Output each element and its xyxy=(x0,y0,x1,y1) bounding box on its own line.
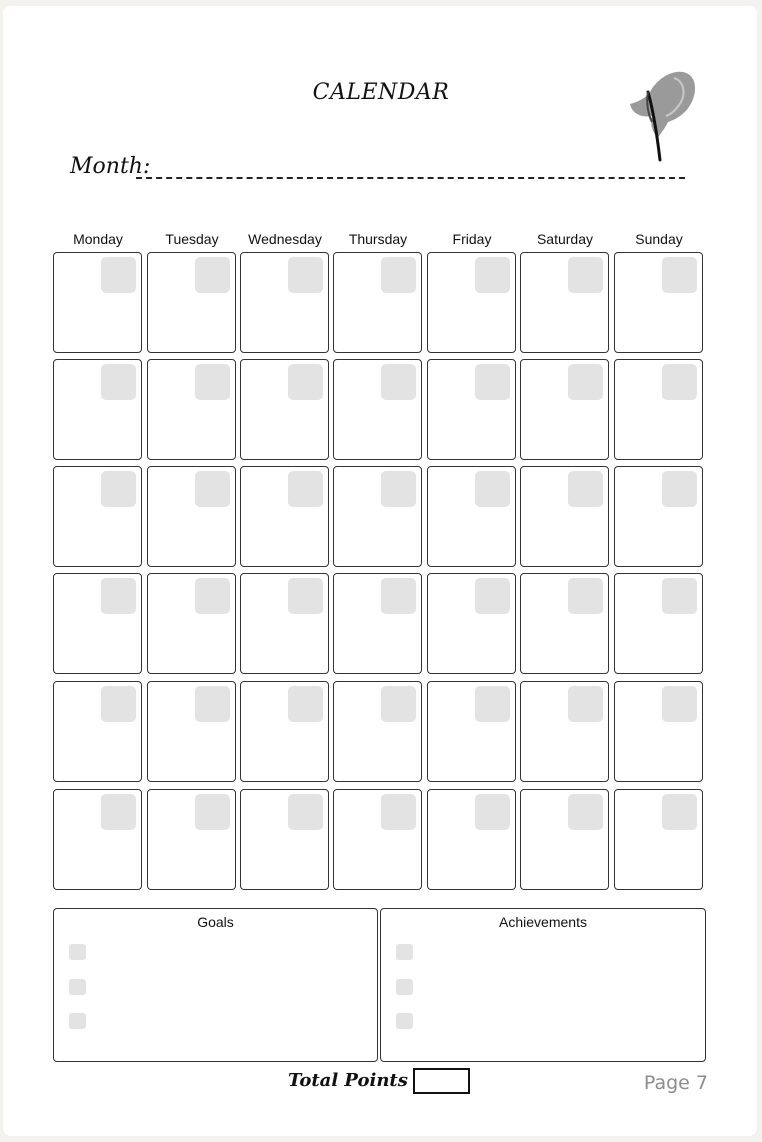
date-number-box[interactable] xyxy=(288,578,323,614)
date-number-box[interactable] xyxy=(101,794,136,830)
date-number-box[interactable] xyxy=(662,364,697,400)
month-label: Month: xyxy=(70,154,151,179)
day-cell[interactable] xyxy=(427,789,516,890)
day-cell[interactable] xyxy=(427,466,516,567)
date-number-box[interactable] xyxy=(381,257,416,293)
day-cell[interactable] xyxy=(333,681,422,782)
date-number-box[interactable] xyxy=(381,364,416,400)
total-points-box[interactable] xyxy=(413,1068,470,1094)
weekday-monday: Monday xyxy=(73,231,123,247)
weekday-friday: Friday xyxy=(452,231,492,247)
day-cell[interactable] xyxy=(240,359,329,460)
weekday-tuesday: Tuesday xyxy=(165,231,219,247)
day-cell[interactable] xyxy=(427,252,516,353)
achievement-checkbox[interactable] xyxy=(396,979,413,995)
goals-box xyxy=(53,908,378,1062)
date-number-box[interactable] xyxy=(101,686,136,722)
day-cell[interactable] xyxy=(333,359,422,460)
day-cell[interactable] xyxy=(240,573,329,674)
day-cell[interactable] xyxy=(427,573,516,674)
date-number-box[interactable] xyxy=(475,471,510,507)
date-number-box[interactable] xyxy=(568,471,603,507)
day-cell[interactable] xyxy=(520,681,609,782)
day-cell[interactable] xyxy=(240,681,329,782)
day-cell[interactable] xyxy=(333,789,422,890)
date-number-box[interactable] xyxy=(568,364,603,400)
goal-checkbox[interactable] xyxy=(69,944,86,960)
date-number-box[interactable] xyxy=(288,686,323,722)
day-cell[interactable] xyxy=(520,359,609,460)
day-cell[interactable] xyxy=(53,252,142,353)
day-cell[interactable] xyxy=(427,681,516,782)
date-number-box[interactable] xyxy=(568,686,603,722)
day-cell[interactable] xyxy=(520,252,609,353)
date-number-box[interactable] xyxy=(475,686,510,722)
date-number-box[interactable] xyxy=(101,578,136,614)
date-number-box[interactable] xyxy=(101,471,136,507)
day-cell[interactable] xyxy=(147,466,236,567)
page-number: Page 7 xyxy=(643,1072,708,1094)
day-cell[interactable] xyxy=(53,681,142,782)
day-cell[interactable] xyxy=(147,681,236,782)
month-field[interactable] xyxy=(70,150,685,186)
date-number-box[interactable] xyxy=(662,257,697,293)
day-cell[interactable] xyxy=(614,466,703,567)
day-cell[interactable] xyxy=(53,359,142,460)
date-number-box[interactable] xyxy=(662,794,697,830)
day-cell[interactable] xyxy=(520,466,609,567)
date-number-box[interactable] xyxy=(475,578,510,614)
day-cell[interactable] xyxy=(614,789,703,890)
date-number-box[interactable] xyxy=(288,794,323,830)
date-number-box[interactable] xyxy=(195,578,230,614)
day-cell[interactable] xyxy=(240,252,329,353)
date-number-box[interactable] xyxy=(662,471,697,507)
date-number-box[interactable] xyxy=(568,257,603,293)
day-cell[interactable] xyxy=(614,573,703,674)
month-write-line[interactable] xyxy=(136,177,685,179)
date-number-box[interactable] xyxy=(288,364,323,400)
weekday-sunday: Sunday xyxy=(635,231,683,247)
date-number-box[interactable] xyxy=(662,578,697,614)
day-cell[interactable] xyxy=(147,789,236,890)
day-cell[interactable] xyxy=(240,789,329,890)
date-number-box[interactable] xyxy=(381,794,416,830)
achievements-box xyxy=(380,908,706,1062)
total-points-label: Total Points xyxy=(288,1070,408,1091)
date-number-box[interactable] xyxy=(195,471,230,507)
achievements-heading: Achievements xyxy=(499,914,587,930)
day-cell[interactable] xyxy=(53,573,142,674)
date-number-box[interactable] xyxy=(475,794,510,830)
date-number-box[interactable] xyxy=(381,578,416,614)
date-number-box[interactable] xyxy=(475,257,510,293)
date-number-box[interactable] xyxy=(381,471,416,507)
goal-checkbox[interactable] xyxy=(69,1013,86,1029)
day-cell[interactable] xyxy=(333,252,422,353)
day-cell[interactable] xyxy=(614,681,703,782)
day-cell[interactable] xyxy=(333,466,422,567)
day-cell[interactable] xyxy=(614,252,703,353)
day-cell[interactable] xyxy=(53,789,142,890)
date-number-box[interactable] xyxy=(381,686,416,722)
date-number-box[interactable] xyxy=(288,471,323,507)
date-number-box[interactable] xyxy=(101,364,136,400)
day-cell[interactable] xyxy=(520,789,609,890)
achievement-checkbox[interactable] xyxy=(396,944,413,960)
day-cell[interactable] xyxy=(520,573,609,674)
weekday-wednesday: Wednesday xyxy=(248,231,322,247)
date-number-box[interactable] xyxy=(662,686,697,722)
page-title: CALENDAR xyxy=(312,80,450,105)
day-cell[interactable] xyxy=(333,573,422,674)
date-number-box[interactable] xyxy=(288,257,323,293)
date-number-box[interactable] xyxy=(101,257,136,293)
day-cell[interactable] xyxy=(614,359,703,460)
date-number-box[interactable] xyxy=(195,257,230,293)
date-number-box[interactable] xyxy=(568,794,603,830)
date-number-box[interactable] xyxy=(195,364,230,400)
achievement-checkbox[interactable] xyxy=(396,1013,413,1029)
date-number-box[interactable] xyxy=(475,364,510,400)
day-cell[interactable] xyxy=(427,359,516,460)
day-cell[interactable] xyxy=(240,466,329,567)
date-number-box[interactable] xyxy=(195,686,230,722)
day-cell[interactable] xyxy=(147,573,236,674)
weekday-saturday: Saturday xyxy=(536,231,594,247)
date-number-box[interactable] xyxy=(568,578,603,614)
weekday-thursday: Thursday xyxy=(348,231,408,247)
date-number-box[interactable] xyxy=(195,794,230,830)
day-cell[interactable] xyxy=(53,466,142,567)
goal-checkbox[interactable] xyxy=(69,979,86,995)
day-cell[interactable] xyxy=(147,252,236,353)
day-cell[interactable] xyxy=(147,359,236,460)
goals-heading: Goals xyxy=(197,914,234,930)
